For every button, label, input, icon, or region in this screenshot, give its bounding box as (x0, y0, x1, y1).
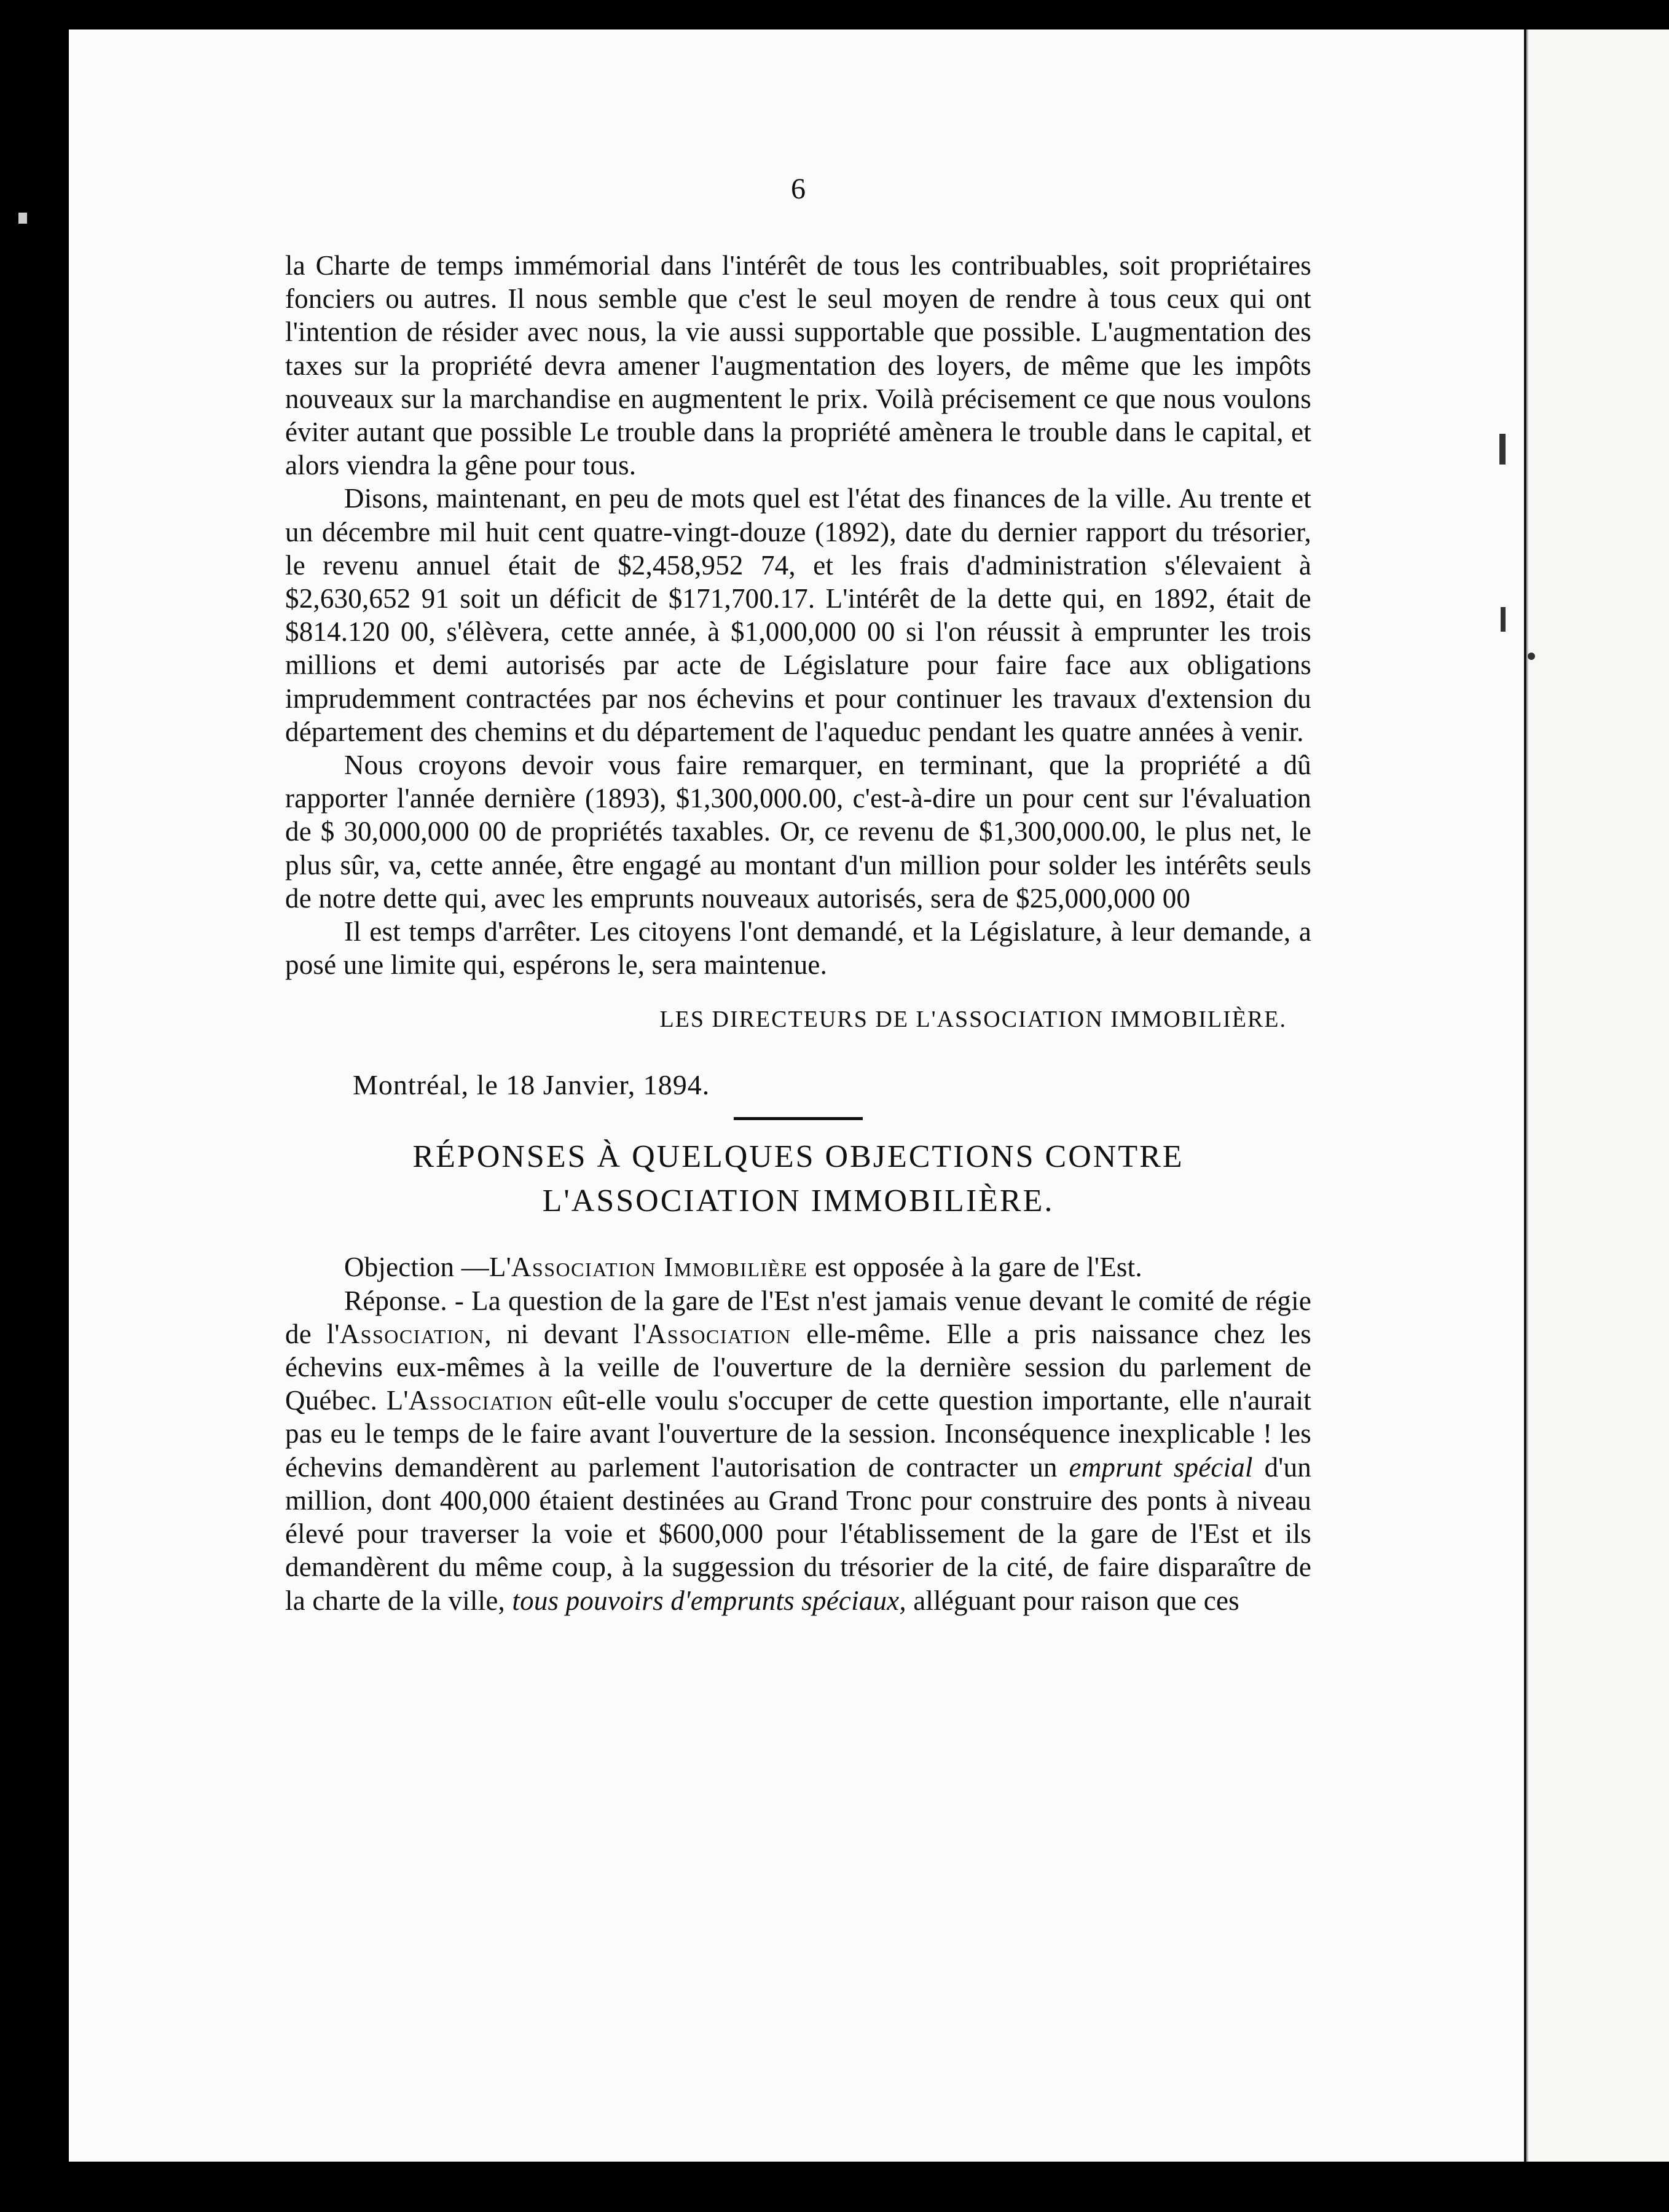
dateline: Montréal, le 18 Janvier, 1894. (353, 1069, 710, 1101)
paragraph-reponse: Réponse. - La question de la gare de l'Est n'est jamais venue devant le comité de régie de l'Association, ni devant l'Association elle-même. Elle a pris naissance chez les échevins eux-mêmes à la veille de l'ouverture de la dernière session du parlement de Québec. L'Association eût-elle voulu s'occuper de cette question importante, elle n'aurait pas eu le temps de le faire avant l'ouverture de la session. Inconséquence inexplicable ! les échevins demandèrent au parlement l'autorisation de contracter un emprunt spécial d'un million, dont 400,000 étaient destinées au Grand Tronc pour construire des ponts à niveau élevé pour traverser la voie et $600,000 pour l'établissement de la gare de l'Est et ils demandèrent du même coup, à la suggession du trésorier de la cité, de faire disparaître de la charte de la ville, tous pouvoirs d'emprunts spéciaux, alléguant pour raison que ces (285, 1285, 1312, 1616)
scan-speck (1501, 607, 1506, 632)
paragraph-conclusion: Il est temps d'arrêter. Les citoyens l'ont demandé, et la Législature, à leur demande, a posé une limite qui, espérons le, sera maintenue. (285, 916, 1311, 981)
page-number: 6 (791, 173, 806, 205)
scan-speck (18, 213, 27, 224)
adjacent-page-edge (1526, 29, 1669, 2162)
signature-line: LES DIRECTEURS DE L'ASSOCIATION IMMOBILIÈRE. (659, 1006, 1287, 1033)
association-name: Association (339, 1318, 485, 1349)
scan-speck (1528, 653, 1535, 660)
emphasis-text: emprunt spécial (1069, 1451, 1253, 1483)
paragraph-charter: la Charte de temps immémorial dans l'intérêt de tous les contribuables, soit propriétaires fonciers ou autres. Il nous semble que c'est le seul moyen de rendre à tous ceux qui ont l'intention de résider avec nous, la vie aussi supportable que possible. L'augmentation des taxes sur la propriété devra amener l'augmentation des loyers, de même que les impôts nouveaux sur la marchandise en augmentent le prix. Voilà précisement ce que nous voulons éviter autant que possible Le trouble dans la propriété amènera le trouble dans le capital, et alors viendra la gêne pour tous. (285, 250, 1311, 481)
association-name: Association (646, 1318, 791, 1349)
emphasis-text: tous pouvoirs d'emprunts spéciaux, (512, 1585, 906, 1616)
section-heading-line2: L'ASSOCIATION IMMOBILIÈRE. (542, 1183, 1054, 1219)
scan-border (0, 2162, 1669, 2212)
section-divider (734, 1117, 863, 1120)
paragraph-finances: Disons, maintenant, en peu de mots quel est l'état des finances de la ville. Au trente et un décembre mil huit cent quatre-vingt-douze (1892), date du dernier rapport du trésorier, le revenu annuel était de $2,458,952 74, et les frais d'administration s'élevaient à $2,630,652 91 soit un déficit de $171,700.17. L'intérêt de la dette qui, en 1892, était de $814.120 00, s'élèvera, cette année, à $1,000,000 00 si l'on réussit à emprunter les trois millions et demi autorisés par acte de Législature pour faire face aux obligations imprudemment contractées par nos échevins et pour continuer les travaux d'extension du département des chemins et du département de l'aqueduc pendant les quatre années à venir. (285, 483, 1311, 747)
scan-speck (1499, 434, 1506, 465)
paragraph-revenue: Nous croyons devoir vous faire remarquer, en terminant, que la propriété a dû rapporter l'année dernière (1893), $1,300,000.00, c'est-à-dire un pour cent sur l'évaluation de $ 30,000,000 00 de propriétés taxables. Or, ce revenu de $1,300,000.00, le plus net, le plus sûr, va, cette année, être engagé au montant d'un million pour solder les intérêts seuls de notre dette qui, avec les emprunts nouveaux autorisés, sera de $25,000,000 00 (285, 750, 1311, 914)
page-content (285, 172, 1311, 1617)
paragraph-objection: Objection —L'Association Immobilière est opposée à la gare de l'Est. (344, 1252, 1142, 1283)
association-name: Association (408, 1385, 554, 1416)
association-name: Association Immobilière (511, 1252, 808, 1283)
section-heading: RÉPONSES À QUELQUES OBJECTIONS CONTRE (412, 1139, 1184, 1175)
